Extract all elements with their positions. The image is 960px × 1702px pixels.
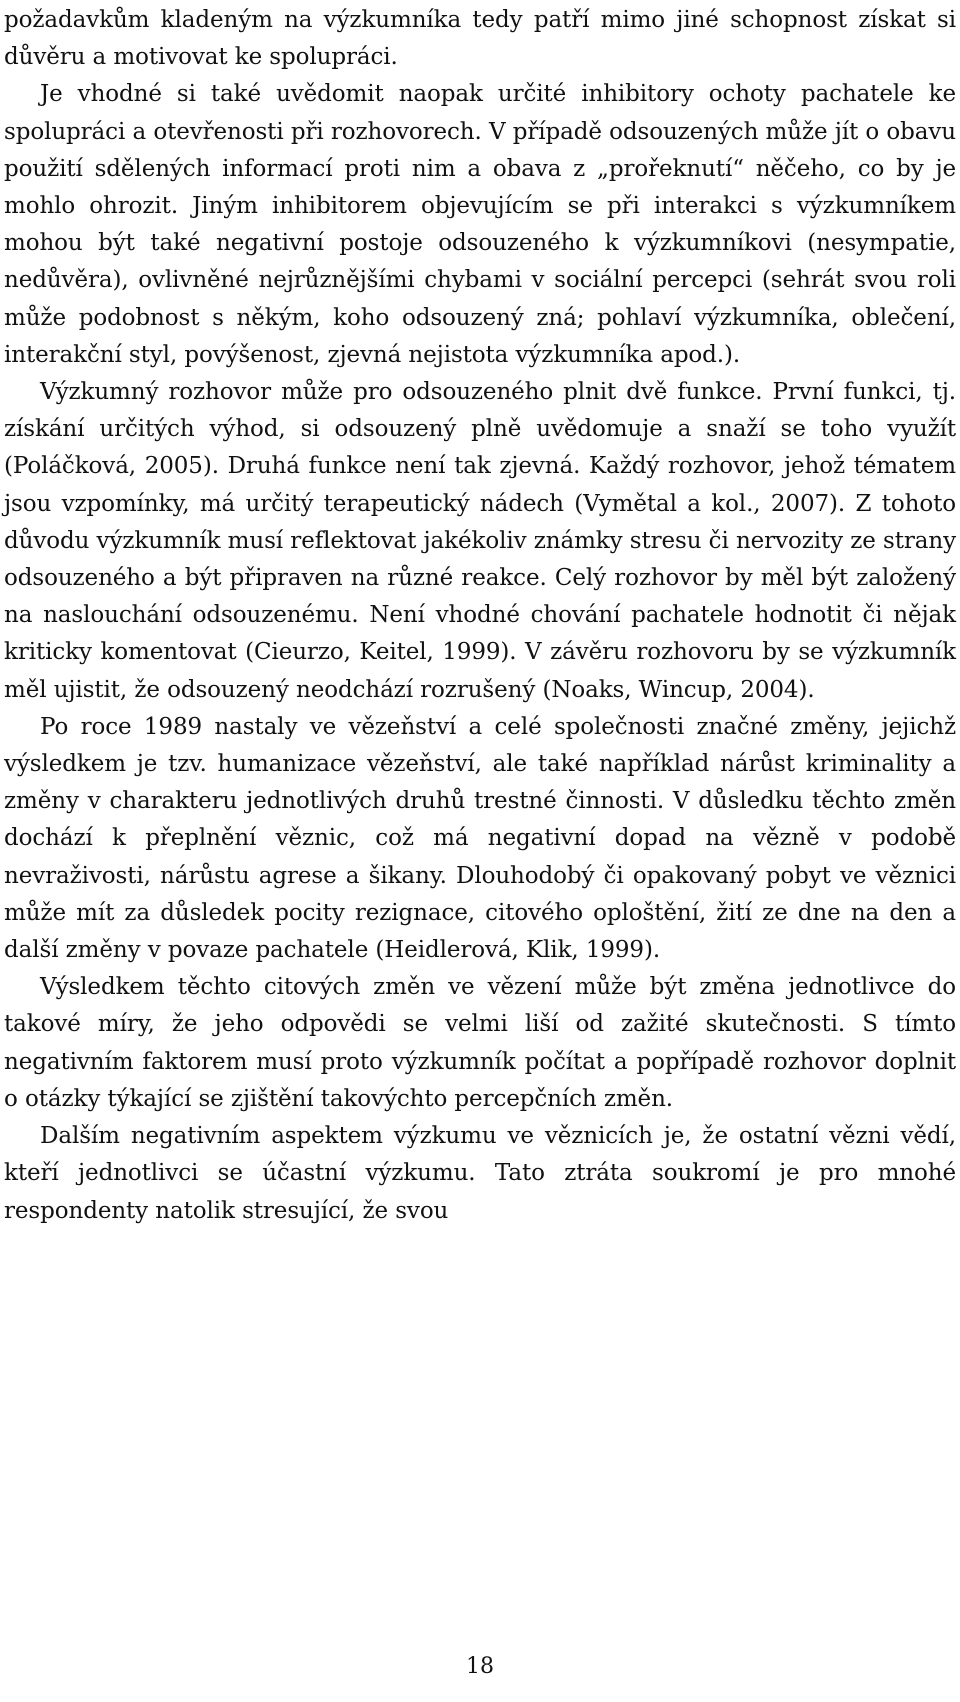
paragraph-4: Po roce 1989 nastaly ve vězeňství a celé společnosti značné změny, jejichž výsledkem je tzv. humanizace vězeňství, ale také například nárůst kriminality a změny v charakteru jednotlivých druhů trestné činnosti. V důsledku těchto změn dochází k přeplnění věznic, což má negativní dopad na vězně v podobě nevraživosti, nárůstu agrese a šikany. Dlouhodobý či opakovaný pobyt ve věznici může mít za důsledek pocity rezignace, citového oploštění, žití ze dne na den a další změny v povaze pachatele (Heidlerová, Klik, 1999). [4, 713, 956, 964]
paragraph-6: Dalším negativním aspektem výzkumu ve věznicích je, že ostatní vězni vědí, kteří jednotlivci se účastní výzkumu. Tato ztráta soukromí je pro mnohé respondenty natolik stresující, že svou [4, 1123, 956, 1224]
paragraph-2: Je vhodné si také uvědomit naopak určité inhibitory ochoty pachatele ke spolupráci a otevřenosti při rozhovorech. V případě odsouzených může jít o obavu použití sdělených informací proti nim a obava z „prořeknutí“ něčeho, co by je mohlo ohrozit. Jiným inhibitorem objevujícím se při interakci s výzkumníkem mohou být také negativní postoje odsouzeného k výzkumníkovi (nesympatie, nedůvěra), ovlivněné nejrůznějšími chybami v sociální percepci (sehrát svou roli může podobnost s někým, koho odsouzený zná; pohlaví výzkumníka, oblečení, interakční styl, povýšenost, zjevná nejistota výzkumníka apod.). [4, 81, 956, 368]
page-number: 18 [466, 1654, 494, 1679]
paragraph-5: Výsledkem těchto citových změn ve vězení může být změna jednotlivce do takové míry, že jeho odpovědi se velmi liší od zažité skutečnosti. S tímto negativním faktorem musí proto výzkumník počítat a popřípadě rozhovor doplnit o otázky týkající se zjištění takovýchto percepčních změn. [4, 974, 956, 1112]
body-text [4, 2, 956, 1230]
paragraph-3: Výzkumný rozhovor může pro odsouzeného plnit dvě funkce. První funkci, tj. získání určitých výhod, si odsouzený plně uvědomuje a snaží se toho využít (Poláčková, 2005). Druhá funkce není tak zjevná. Každý rozhovor, jehož tématem jsou vzpomínky, má určitý terapeutický nádech (Vymětal a kol., 2007). Z tohoto důvodu výzkumník musí reflektovat jakékoliv známky stresu či nervozity ze strany odsouzeného a být připraven na různé reakce. Celý rozhovor by měl být založený na naslouchání odsouzenému. Není vhodné chování pachatele hodnotit či nějak kriticky komentovat (Cieurzo, Keitel, 1999). V závěru rozhovoru by se výzkumník měl ujistit, že odsouzený neodchází rozrušený (Noaks, Wincup, 2004). [4, 379, 956, 703]
paragraph-1: požadavkům kladeným na výzkumníka tedy patří mimo jiné schopnost získat si důvěru a motivovat ke spolupráci. [4, 7, 956, 71]
